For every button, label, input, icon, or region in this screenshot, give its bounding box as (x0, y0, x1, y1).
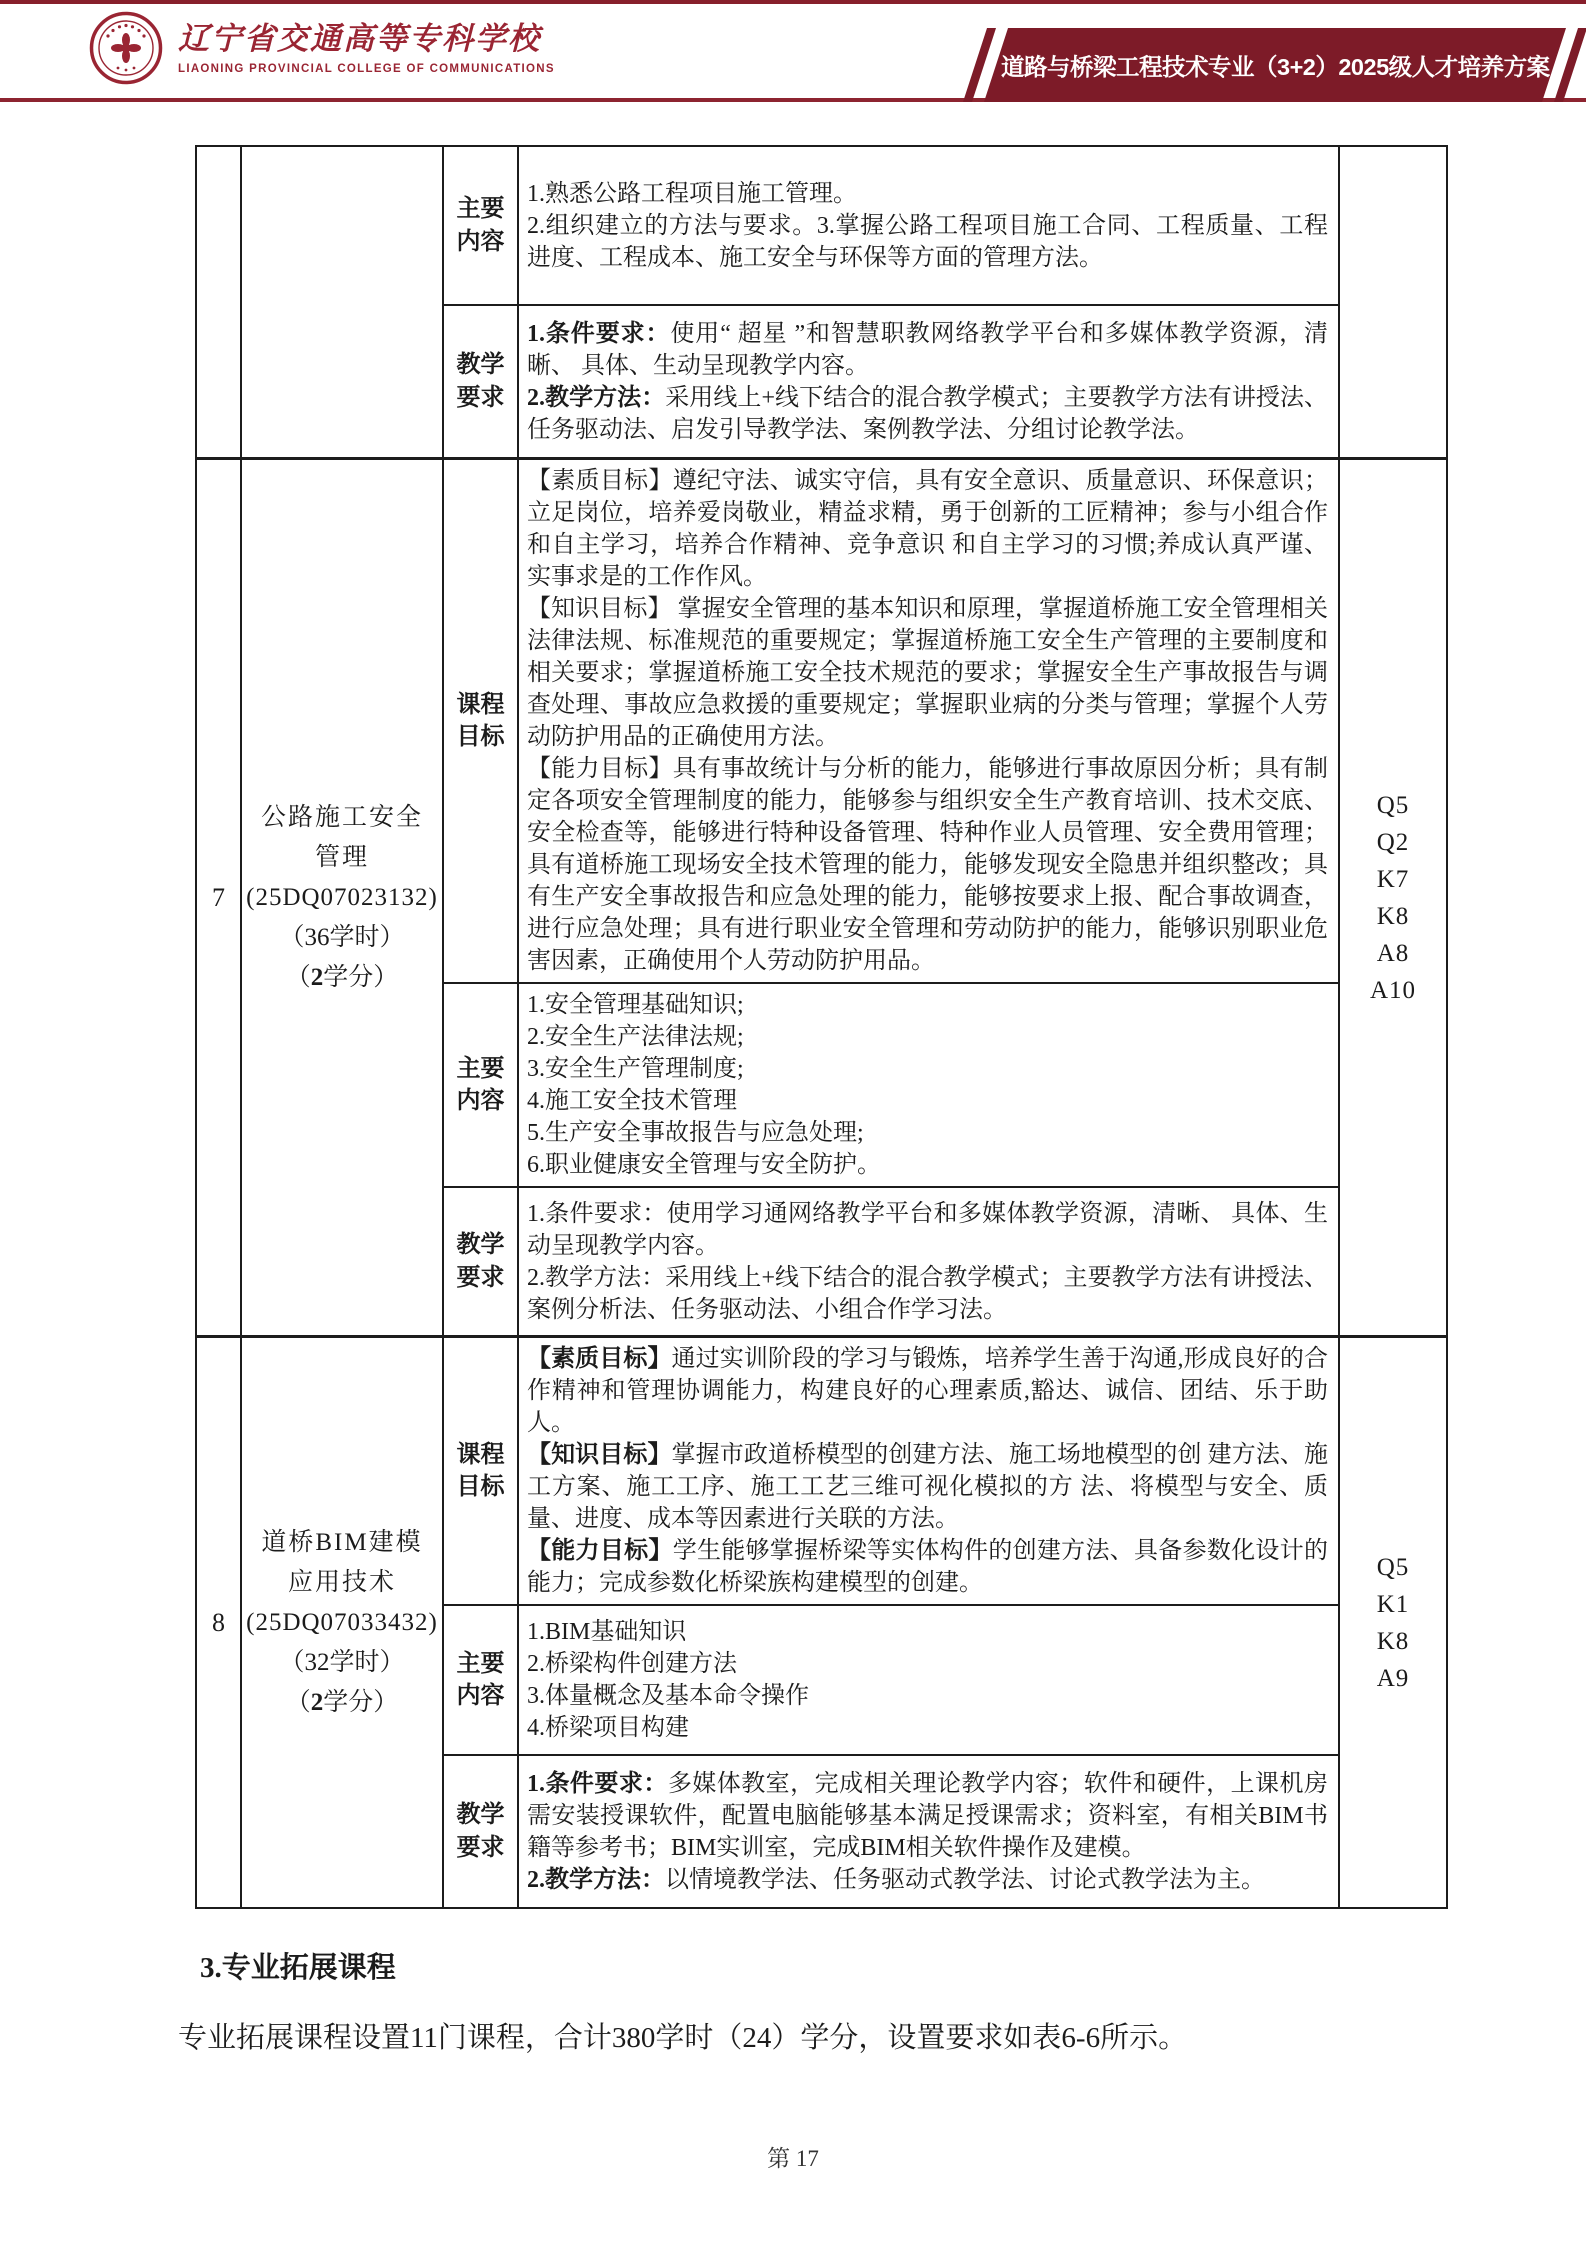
course-hours: （32学时） (279, 1648, 405, 1676)
section-row (444, 1754, 1340, 1907)
section-label-cell: 课程目标 (444, 460, 519, 982)
content-paragraph: 1.BIM基础知识 (527, 1619, 687, 1645)
content-paragraph: 1.条件要求：多媒体教室，完成相关理论教学内容；软件和硬件，上课机房需安装授课软件，配置电脑能够基本满足授课需求；资料室，有相关BIM书籍等参考书；BIM实训室，完成BIM相关软件操作及建模。 (527, 1770, 1328, 1861)
section-label-cell: 教学要求 (444, 1188, 519, 1335)
content-paragraph: 3.安全生产管理制度; (527, 1056, 744, 1082)
table-row (197, 1335, 1446, 1907)
paragraph-lead: 1.条件要求： (527, 1770, 668, 1797)
section-content-cell (519, 460, 1340, 982)
section-label-cell: 主要内容 (444, 147, 519, 304)
course-credit-number: 2 (310, 963, 324, 991)
code-item: A9 (1376, 1664, 1410, 1692)
paragraph-lead: 【能力目标】 (527, 756, 673, 782)
section-heading: 3.专业拓展课程 (200, 1952, 396, 1984)
college-name-block (178, 21, 555, 75)
paragraph-lead: 【知识目标】 (527, 1442, 672, 1468)
course-cell (242, 460, 444, 1335)
codes-cell (1340, 460, 1446, 1335)
code-item: A8 (1376, 939, 1410, 967)
course-credits: （2学分） (285, 963, 399, 991)
content-paragraph: 5.生产安全事故报告与应急处理; (527, 1120, 864, 1146)
section-row (444, 304, 1340, 457)
course-sections (444, 460, 1340, 1335)
paragraph-lead: 1.条件要求： (527, 1200, 667, 1227)
code-item: A10 (1369, 976, 1417, 1004)
course-table (195, 145, 1448, 1909)
content-paragraph: 1.条件要求：使用学习通网络教学平台和多媒体教学资源，清晰、 具体、生动呈现教学内容。 (527, 1200, 1329, 1259)
section-content-cell (519, 1756, 1340, 1907)
content-paragraph: 2.教学方法：采用线上+线下结合的混合教学模式；主要教学方法有讲授法、任务驱动法、启发引导教学法、案例教学法、分组讨论教学法。 (527, 384, 1328, 443)
course-name: 道桥BIM建模应用技术 (261, 1528, 423, 1596)
code-item: Q5 (1376, 1553, 1410, 1581)
banner-main (984, 28, 1566, 102)
content-paragraph: 2.教学方法：采用线上+线下结合的混合教学模式；主要教学方法有讲授法、案例分析法、任务驱动法、小组合作学习法。 (527, 1264, 1328, 1323)
header-banner (975, 28, 1575, 102)
section-label-cell: 主要内容 (444, 984, 519, 1186)
content-paragraph: 【知识目标】 掌握安全管理的基本知识和原理，掌握道桥施工安全管理相关法律法规、标准规范的重要规定；掌握道桥施工安全生产管理的主要制度和相关要求；掌握道桥施工安全技术规范的要求；掌握安全生产事故报告与调查处理、事故应急救援的重要规定；掌握职业病的分类与管理；掌握个人劳动防护用品的正确使用方法。 (527, 596, 1328, 750)
section-row (444, 982, 1340, 1186)
content-paragraph: 【知识目标】掌握市政道桥模型的创建方法、施工场地模型的创 建方法、施工方案、施工工序、施工工艺三维可视化模拟的方 法、将模型与安全、质量、进度、成本等因素进行关联的方法。 (527, 1442, 1328, 1532)
course-cell (242, 1338, 444, 1907)
content-paragraph: 2.桥梁构件创建方法 (527, 1651, 737, 1677)
college-name-en: LIAONING PROVINCIAL COLLEGE OF COMMUNICATIONS (178, 62, 555, 75)
section-label-cell: 教学要求 (444, 1756, 519, 1907)
section-row (444, 460, 1340, 982)
section-label-cell: 主要内容 (444, 1606, 519, 1754)
table-row (197, 147, 1446, 457)
college-emblem-icon (88, 10, 164, 86)
content-paragraph: 1.条件要求：使用“ 超星 ”和智慧职教网络教学平台和多媒体教学资源，清晰、 具体、生动呈现教学内容。 (527, 320, 1328, 379)
course-name: 公路施工安全管理 (260, 803, 423, 871)
section-content-cell (519, 1188, 1340, 1335)
paragraph-lead: 2.教学方法： (527, 1264, 666, 1291)
row-number-cell: 8 (197, 1338, 242, 1907)
course-credits: （2学分） (285, 1688, 399, 1716)
code-item: Q2 (1376, 828, 1410, 856)
row-number-cell (197, 147, 242, 457)
section-paragraph: 专业拓展课程设置11门课程，合计380学时（24）学分，设置要求如表6-6所示。 (178, 2022, 1188, 2054)
course-hours: （36学时） (279, 923, 405, 951)
content-paragraph: 4.施工安全技术管理 (527, 1088, 737, 1114)
content-paragraph: 【素质目标】遵纪守法、诚实守信，具有安全意识、质量意识、环保意识；立足岗位，培养爱岗敬业，精益求精，勇于创新的工匠精神；参与小组合作和自主学习，培养合作精神、竞争意识 和自主学习的习惯;养成认真严谨、实事求是的工作作风。 (527, 468, 1328, 590)
section-row (444, 147, 1340, 304)
course-code: (25DQ07033432) (246, 1608, 438, 1636)
section-label-cell: 教学要求 (444, 306, 519, 457)
paragraph-lead: 【素质目标】 (527, 1346, 672, 1372)
content-paragraph: 【能力目标】学生能够掌握桥梁等实体构件的创建方法、具备参数化设计的能力；完成参数化桥梁族构建模型的创建。 (527, 1538, 1328, 1596)
code-item: K1 (1376, 1590, 1410, 1618)
paragraph-lead: 2.教学方法： (527, 384, 666, 411)
top-rule (0, 0, 1586, 4)
page-number: 第 17 (767, 2146, 819, 2171)
row-number-cell: 7 (197, 460, 242, 1335)
content-paragraph: 1.熟悉公路工程项目施工管理。 (527, 180, 857, 207)
section-row (444, 1338, 1340, 1604)
code-item: Q5 (1376, 791, 1410, 819)
section-row (444, 1604, 1340, 1754)
section-content-cell (519, 1606, 1340, 1754)
content-paragraph: 6.职业健康安全管理与安全防护。 (527, 1152, 881, 1178)
section-content-cell (519, 984, 1340, 1186)
paragraph-lead: 1.条件要求： (527, 320, 671, 347)
content-paragraph: 2.安全生产法律法规; (527, 1024, 744, 1050)
section-content-cell (519, 147, 1340, 304)
content-paragraph: 4.桥梁项目构建 (527, 1715, 689, 1741)
paragraph-lead: 【知识目标】 (527, 596, 672, 622)
course-sections (444, 1338, 1340, 1907)
content-paragraph: 1.安全管理基础知识; (527, 992, 744, 1018)
course-sections (444, 147, 1340, 457)
codes-cell (1340, 147, 1446, 457)
code-item: K7 (1376, 865, 1410, 893)
course-credit-number: 2 (310, 1688, 324, 1716)
paragraph-lead: 【素质目标】 (527, 468, 673, 494)
section-content-cell (519, 306, 1340, 457)
banner-title: 道路与桥梁工程技术专业（3+2）2025级人才培养方案 (1000, 54, 1550, 80)
college-logo (88, 10, 555, 86)
content-paragraph: 2.教学方法：以情境教学法、任务驱动式教学法、讨论式教学法为主。 (527, 1866, 1265, 1893)
college-name-cn: 辽宁省交通高等专科学校 (178, 21, 541, 57)
paragraph-lead: 2.教学方法： (527, 1866, 665, 1893)
table-row (197, 457, 1446, 1335)
content-paragraph: 2.组织建立的方法与要求。3.掌握公路工程项目施工合同、工程质量、工程进度、工程成本、施工安全与环保等方面的管理方法。 (527, 212, 1328, 271)
content-paragraph: 【素质目标】通过实训阶段的学习与锻炼，培养学生善于沟通,形成良好的合作精神和管理协调能力，构建良好的心理素质,豁达、诚信、团结、乐于助人。 (527, 1346, 1328, 1436)
section-content-cell (519, 1338, 1340, 1604)
course-cell (242, 147, 444, 457)
code-item: K8 (1376, 902, 1410, 930)
content-paragraph: 【能力目标】具有事故统计与分析的能力，能够进行事故原因分析；具有制定各项安全管理制度的能力，能够参与组织安全生产教育培训、技术交底、安全检查等，能够进行特种设备管理、特种作业人员管理、安全费用管理；具有道桥施工现场安全技术管理的能力，能够发现安全隐患并组织整改；具有生产安全事故报告和应急处理的能力，能够按要求上报、配合事故调查，进行应急处理；具有进行职业安全管理和劳动防护的能力，能够识别职业危害因素，正确使用个人劳动防护用品。 (527, 756, 1328, 974)
course-code: (25DQ07023132) (246, 883, 438, 911)
content-paragraph: 3.体量概念及基本命令操作 (527, 1683, 809, 1709)
section-row (444, 1186, 1340, 1335)
code-item: K8 (1376, 1627, 1410, 1655)
section-label-cell: 课程目标 (444, 1338, 519, 1604)
codes-cell (1340, 1338, 1446, 1907)
paragraph-lead: 【能力目标】 (527, 1538, 673, 1564)
